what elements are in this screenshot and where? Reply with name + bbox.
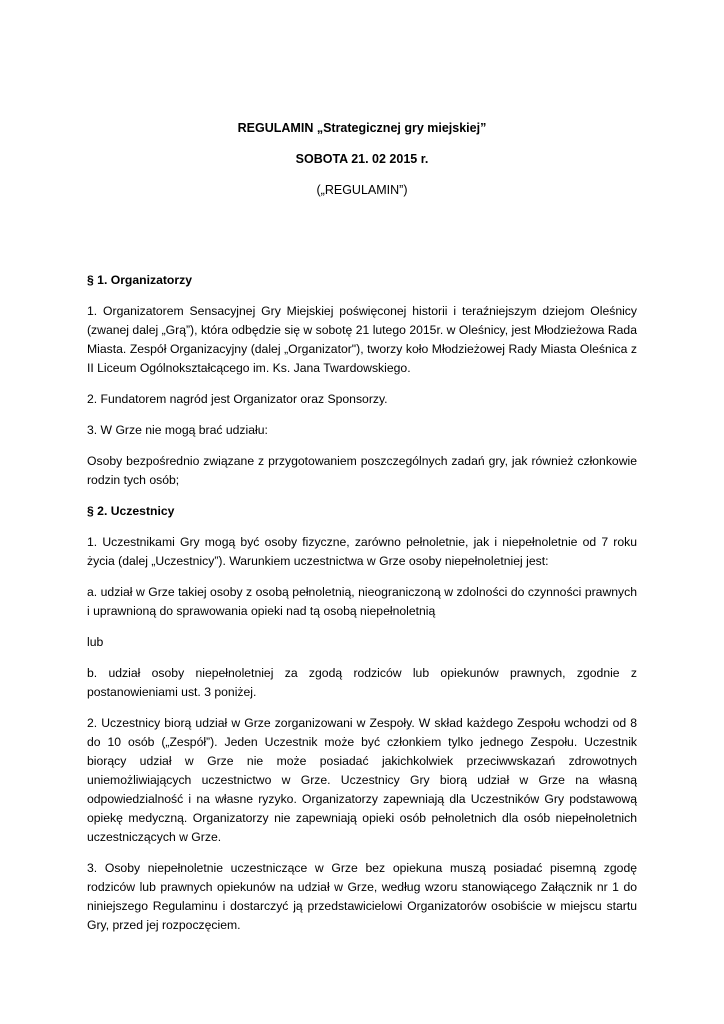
document-body: [87, 271, 637, 947]
section-2-paragraph-4: b. udział osoby niepełnoletniej za zgodą rodziców lub opiekunów prawnych, zgodnie z postanowieniami ust. 3 poniżej.: [87, 666, 637, 699]
section-2-paragraph-6: 3. Osoby niepełnoletnie uczestniczące w Grze bez opiekuna muszą posiadać pisemną zgodę rodziców lub prawnych opiekunów na udział w Grze, według wzoru stanowiącego Załącznik nr 1 do niniejszego Regulaminu i dostarczyć ją przedstawicielowi Organizatorów osobiście w miejscu startu Gry, przed jej rozpoczęciem.: [87, 861, 637, 932]
document-subtitle: („REGULAMIN”): [316, 183, 408, 197]
section-2-heading: § 2. Uczestnicy: [87, 504, 175, 518]
section-1-paragraph-1: 1. Organizatorem Sensacyjnej Gry Miejskiej poświęconej historii i teraźniejszym dziejom Oleśnicy (zwanej dalej „Grą”), która odbędzie się w sobotę 21 lutego 2015r. w Oleśnicy, jest Młodzieżowa Rada Miasta. Zespół Organizacyjny (dalej „Organizator"), tworzy koło Młodzieżowej Rady Miasta Oleśnica z II Liceum Ogólnokształcącego im. Ks. Jana Twardowskiego.: [87, 304, 637, 375]
document-date: SOBOTA 21. 02 2015 r.: [295, 152, 429, 166]
section-1-paragraph-3: 3. W Grze nie mogą brać udziału:: [87, 423, 268, 437]
section-2-paragraph-5: 2. Uczestnicy biorą udział w Grze zorganizowani w Zespoły. W skład każdego Zespołu wchodzi od 8 do 10 osób („Zespół”). Jeden Uczestnik może być członkiem tylko jednego Zespołu. Uczestnik biorący udział w Grze nie może posiadać jakichkolwiek przeciwwskazań zdrowotnych uniemożliwiających uczestnictwo w Grze. Uczestnicy Gry biorą udział w Grze na własną odpowiedzialność i na własne ryzyko. Organizatorzy zapewniają dla Uczestników Gry podstawową opiekę medyczną. Organizatorzy nie zapewniają opieki osób pełnoletnich dla osób niepełnoletnich uczestniczących w Grze.: [87, 716, 637, 844]
section-1-paragraph-2: 2. Fundatorem nagród jest Organizator oraz Sponsorzy.: [87, 392, 388, 406]
section-1-heading: § 1. Organizatorzy: [87, 273, 192, 287]
document-title: REGULAMIN „Strategicznej gry miejskiej”: [237, 121, 487, 135]
section-2-paragraph-2: a. udział w Grze takiej osoby z osobą pełnoletnią, nieograniczoną w zdolności do czynności prawnych i uprawnioną do sprawowania opieki nad tą osobą niepełnoletnią: [87, 585, 637, 618]
section-2-paragraph-3: lub: [87, 635, 104, 649]
document-page: [87, 0, 637, 1024]
section-2-paragraph-1: 1. Uczestnikami Gry mogą być osoby fizyczne, zarówno pełnoletnie, jak i niepełnoletnie od 7 roku życia (dalej „Uczestnicy”). Warunkiem uczestnictwa w Grze osoby niepełnoletniej jest:: [87, 535, 637, 568]
section-1-paragraph-4: Osoby bezpośrednio związane z przygotowaniem poszczególnych zadań gry, jak również członkowie rodzin tych osób;: [87, 454, 637, 487]
